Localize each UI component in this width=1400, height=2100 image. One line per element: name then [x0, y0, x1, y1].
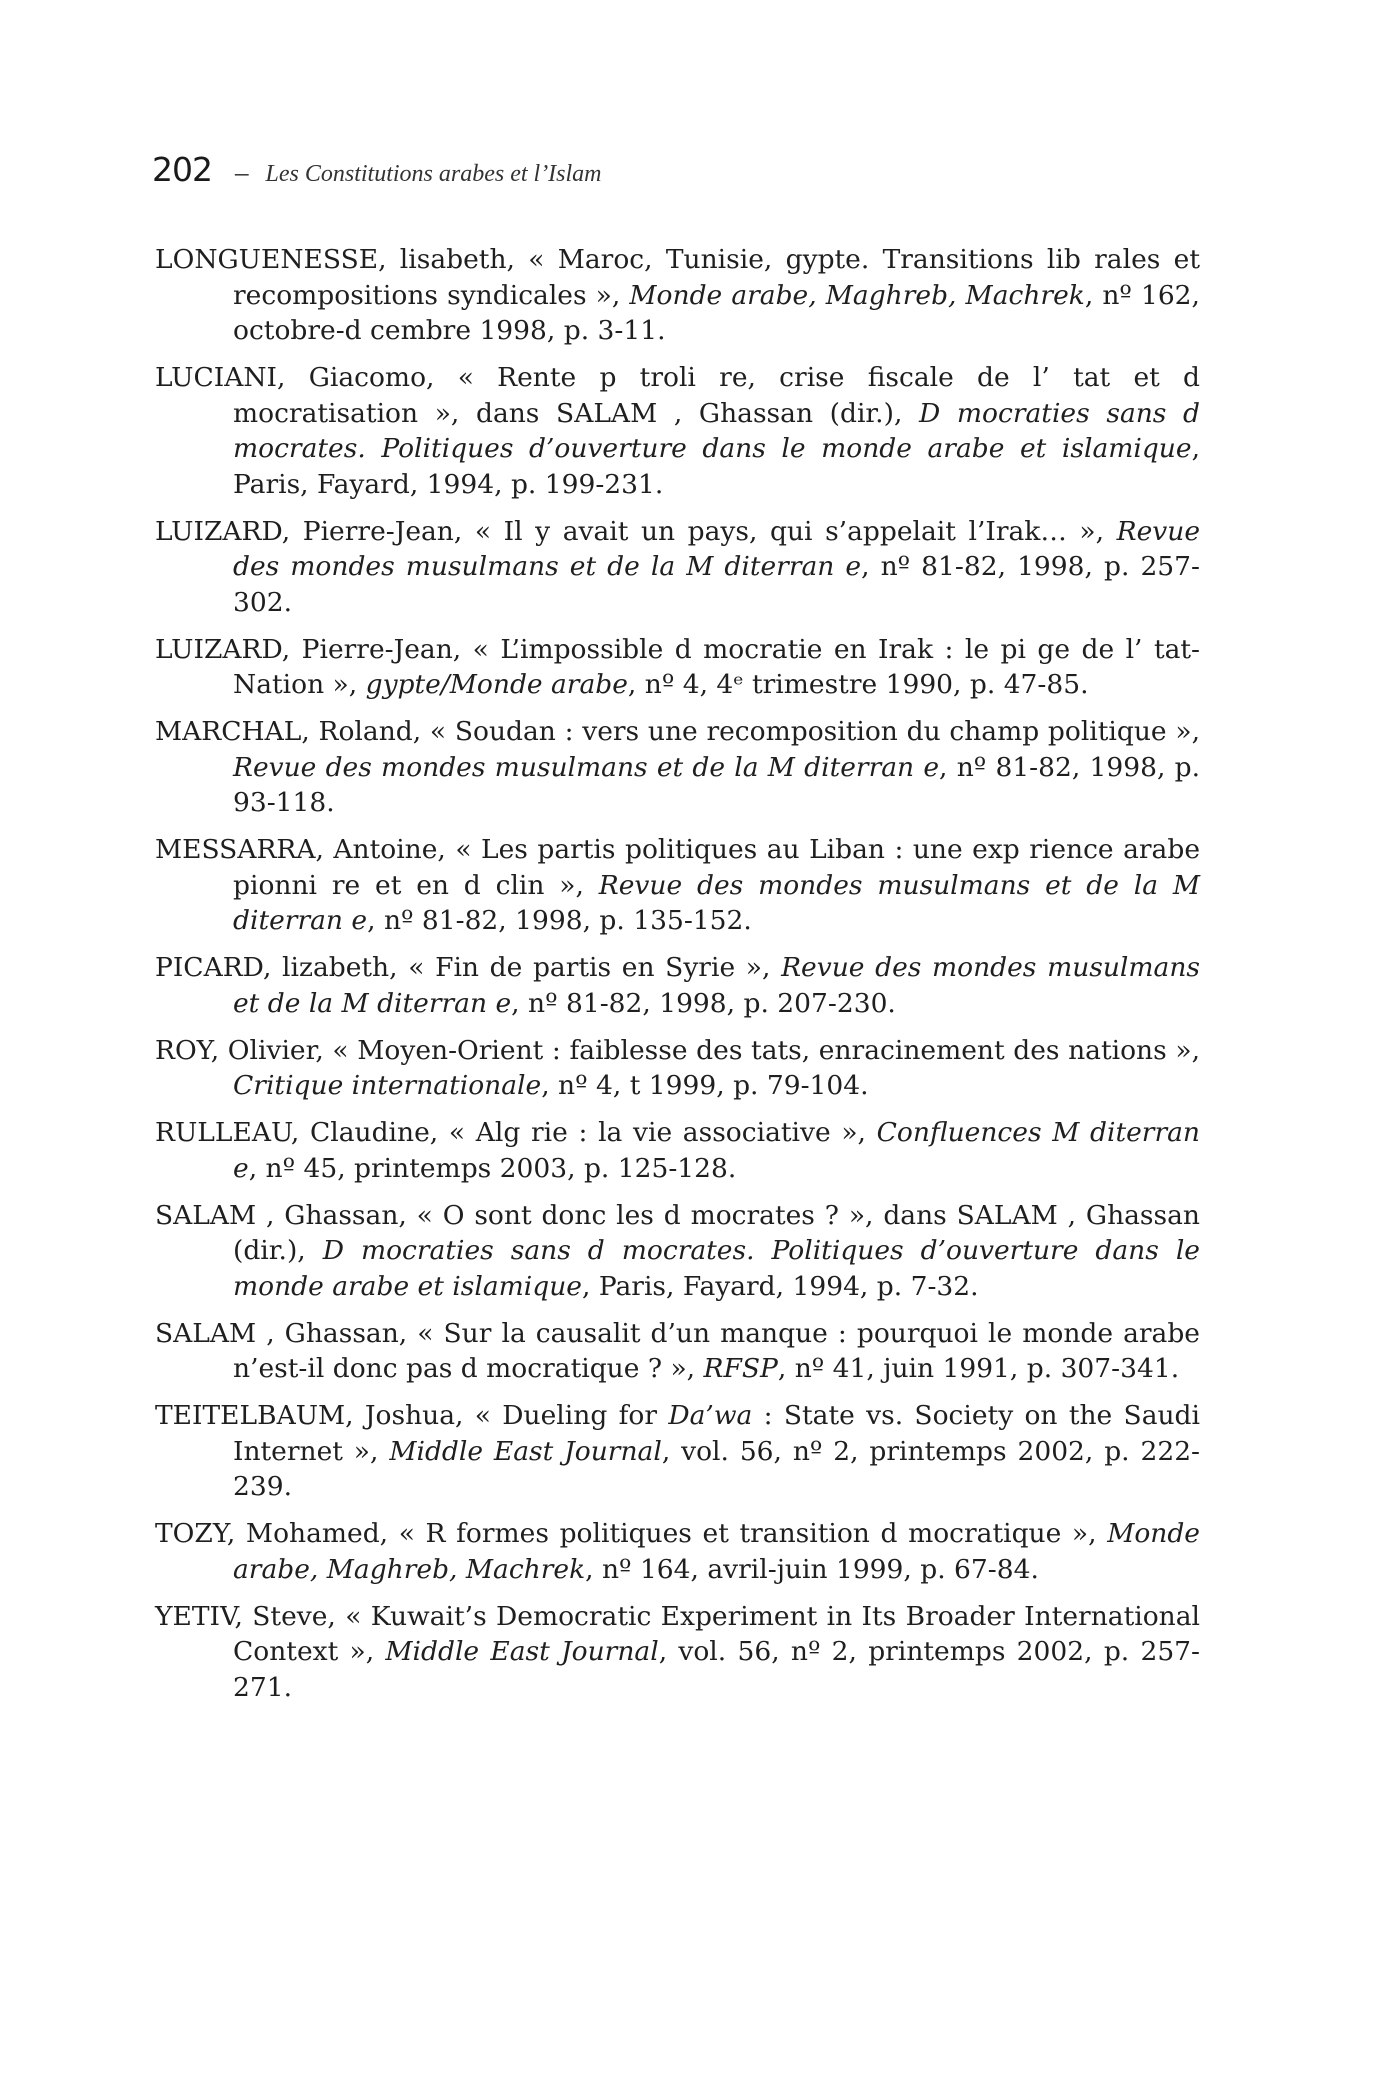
bibliography-entry: SALAM , Ghassan, « O sont donc les d mocrates ? », dans SALAM , Ghassan (dir.), D mocraties sans d mocrates. Politiques d’ouverture dans le monde arabe et islamique, Paris, Fayard, 1994, p. 7-32. — [155, 1199, 1200, 1302]
bibliography-entry: TOZY, Mohamed, « R formes politiques et transition d mocratique », Monde arabe, Maghreb, Machrek, nº 164, avril-juin 1999, p. 67-84. — [155, 1518, 1200, 1585]
bibliography-entry: SALAM , Ghassan, « Sur la causalit d’un manque : pourquoi le monde arabe n’est-il donc pas d mocratique ? », RFSP, nº 41, juin 1991, p. 307-341. — [155, 1317, 1200, 1384]
bibliography-entry: PICARD, lizabeth, « Fin de partis en Syrie », Revue des mondes musulmans et de la M diterran e, nº 81-82, 1998, p. 207-230. — [155, 952, 1200, 1019]
bibliography-entry: MESSARRA, Antoine, « Les partis politiques au Liban : une exp rience arabe pionni re et en d clin », Revue des mondes musulmans et de la M diterran e, nº 81-82, 1998, p. 135-152. — [155, 834, 1200, 936]
bibliography-entry: MARCHAL, Roland, « Soudan : vers une recomposition du champ politique », Revue des mondes musulmans et de la M diterran e, nº 81-82, 1998, p. 93-118. — [155, 716, 1200, 818]
bibliography-entry: RULLEAU, Claudine, « Alg rie : la vie associative », Confluences M diterran e, nº 45, printemps 2003, p. 125-128. — [155, 1117, 1200, 1184]
page-header — [152, 150, 602, 189]
running-title: Les Constitutions arabes et l’Islam — [265, 161, 602, 187]
bibliography-entry: YETIV, Steve, « Kuwait’s Democratic Experiment in Its Broader International Context », Middle East Journal, vol. 56, nº 2, printemps 2002, p. 257-271. — [155, 1600, 1201, 1703]
header-separator: – — [235, 157, 249, 187]
bibliography-entry: LUCIANI, Giacomo, « Rente p troli re, crise fiscale de l’ tat et d mocratisation », dans SALAM , Ghassan (dir.), D mocraties sans d mocrates. Politiques d’ouverture dans le monde arabe et islamique, Paris, Fayard, 1994, p. 199-231. — [155, 362, 1201, 500]
bibliography-entry: LONGUENESSE, lisabeth, « Maroc, Tunisie, gypte. Transitions lib rales et recompositions syndicales », Monde arabe, Maghreb, Machrek, nº 162, octobre-d cembre 1998, p. 3-11. — [155, 244, 1200, 346]
bibliography-entry: LUIZARD, Pierre-Jean, « Il y avait un pays, qui s’appelait l’Irak… », Revue des mondes musulmans et de la M diterran e, nº 81-82, 1998, p. 257-302. — [155, 515, 1200, 618]
bibliography-entry: LUIZARD, Pierre-Jean, « L’impossible d mocratie en Irak : le pi ge de l’ tat-Nation », gypte/Monde arabe, nº 4, 4ᵉ trimestre 1990, p. 47-85. — [155, 633, 1200, 700]
bibliography-list — [155, 242, 1200, 1717]
page-number: 202 — [152, 150, 212, 189]
bibliography-entry: ROY, Olivier, « Moyen-Orient : faiblesse des tats, enracinement des nations », Critique internationale, nº 4, t 1999, p. 79-104. — [155, 1034, 1200, 1101]
bibliography-entry: TEITELBAUM, Joshua, « Dueling for Da’wa : State vs. Society on the Saudi Internet », Middle East Journal, vol. 56, nº 2, printemps 2002, p. 222-239. — [155, 1400, 1201, 1502]
